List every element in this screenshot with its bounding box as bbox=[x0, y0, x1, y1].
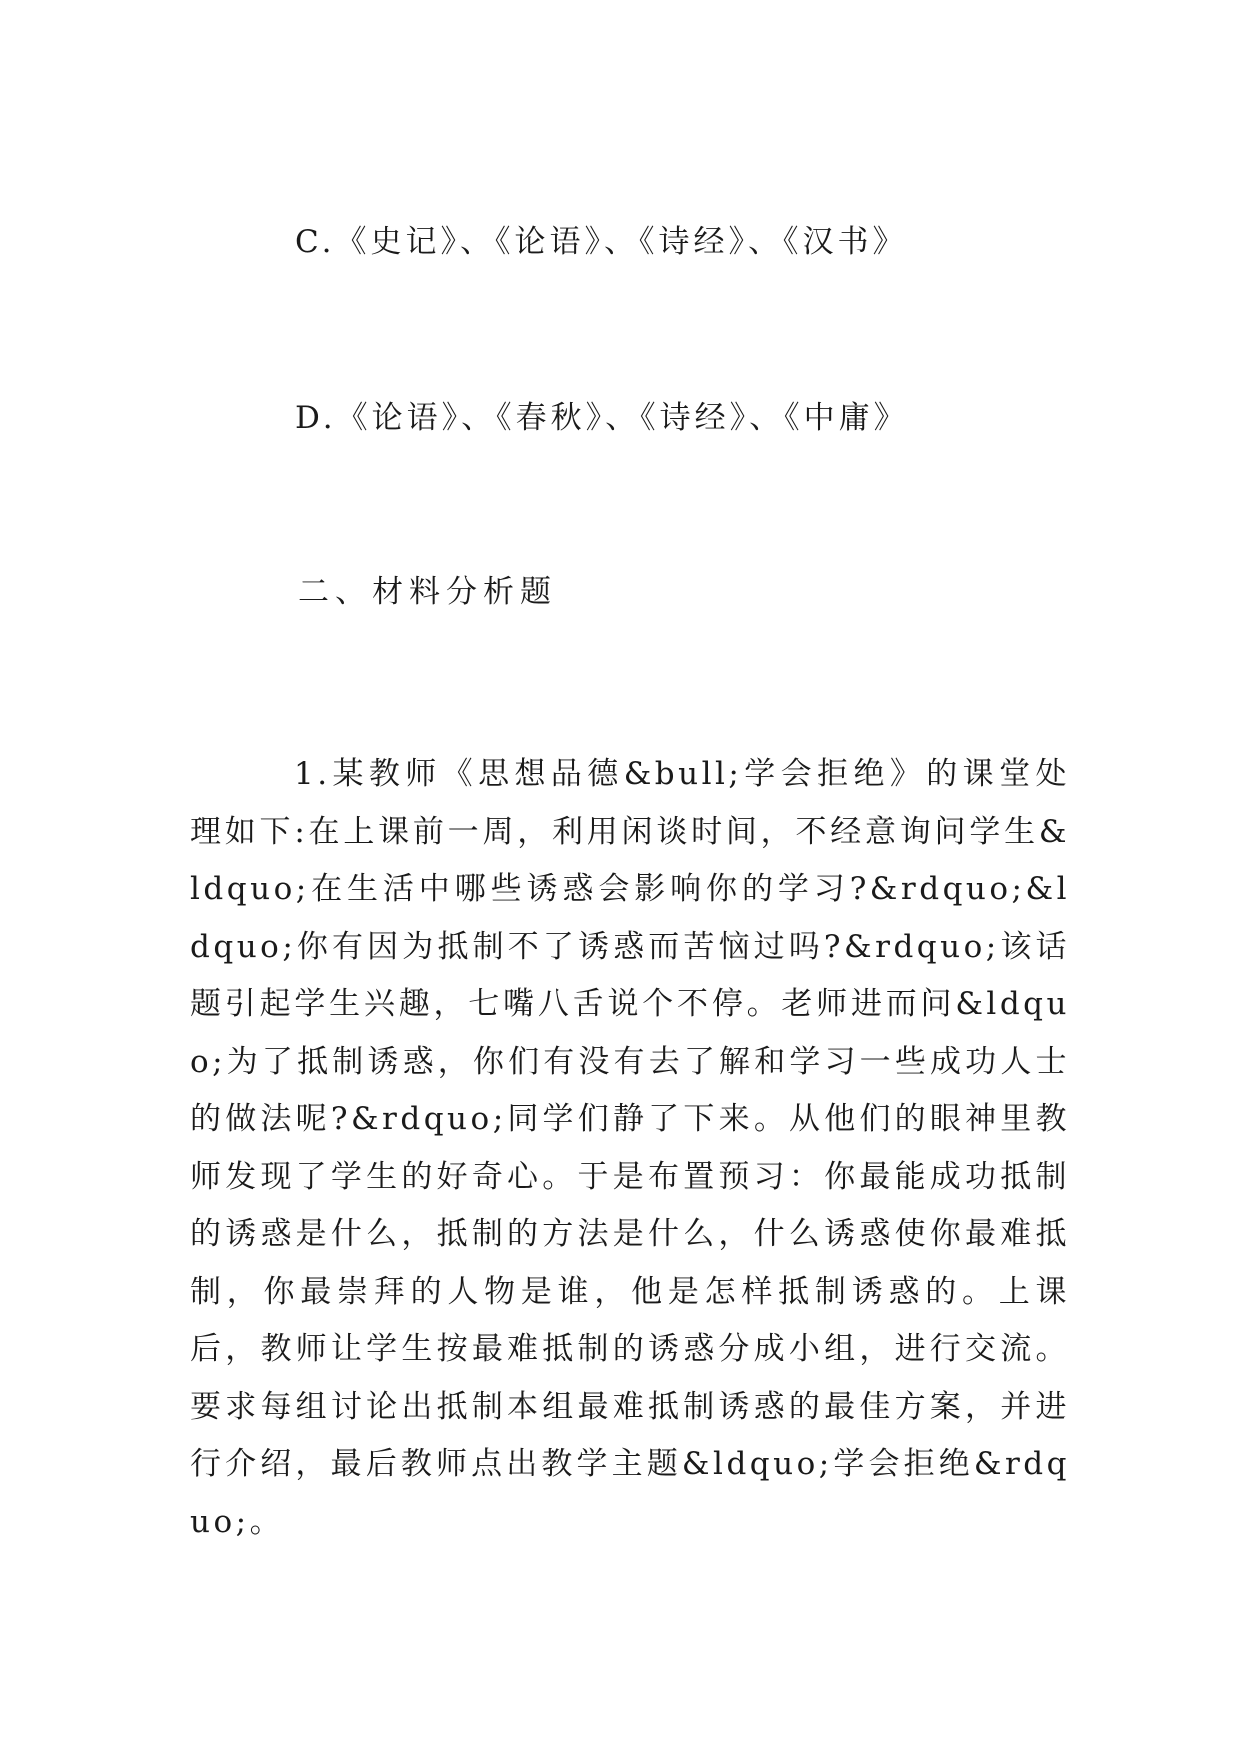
option-d: D.《论语》、《春秋》、《诗经》、《中庸》 bbox=[295, 400, 909, 436]
section-heading: 二、材料分析题 bbox=[298, 574, 557, 610]
question-1-paragraph: 1.某教师《思想品德&bull;学会拒绝》的课堂处理如下:在上课前一周，利用闲谈时间，不经意询问学生&ldquo;在生活中哪些诱惑会影响你的学习?&rdquo;&ldquo;你有因为抵制不了诱惑而苦恼过吗?&rdquo;该话题引起学生兴趣，七嘴八舌说个不停。老师进而问&ldquo;为了抵制诱惑，你们有没有去了解和学习一些成功人士的做法呢?&rdquo;同学们静了下来。从他们的眼神里教师发现了学生的好奇心。于是布置预习：你最能成功抵制的诱惑是什么，抵制的方法是什么，什么诱惑使你最难抵制，你最崇拜的人物是谁，他是怎样抵制诱惑的。上课后，教师让学生按最难抵制的诱惑分成小组，进行交流。要求每组讨论出抵制本组最难抵制诱惑的最佳方案，并进行介绍，最后教师点出教学主题&ldquo;学会拒绝&rdquo;。 bbox=[190, 756, 1070, 1540]
option-c: C.《史记》、《论语》、《诗经》、《汉书》 bbox=[295, 224, 908, 260]
